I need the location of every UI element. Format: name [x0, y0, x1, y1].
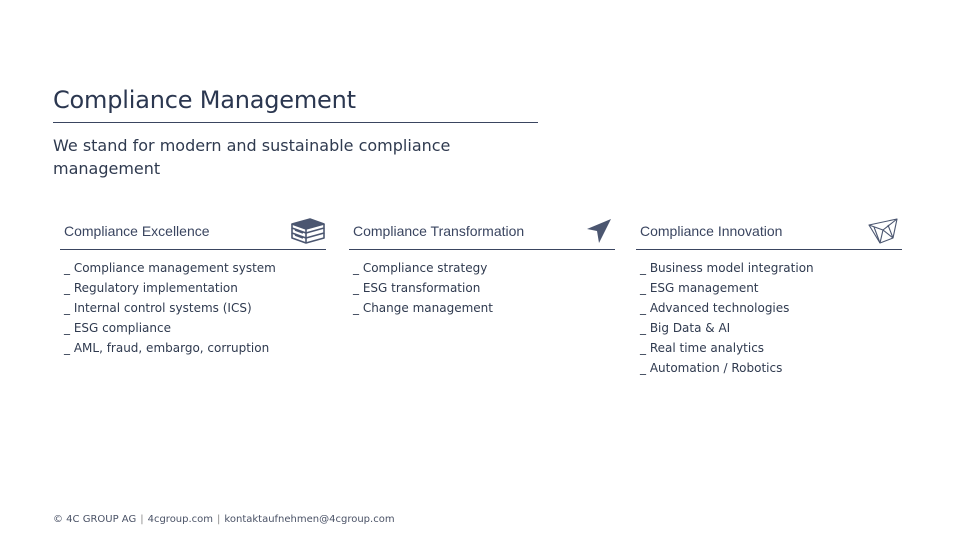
column-header: [636, 214, 902, 249]
column-list: [349, 258, 615, 318]
footer-copyright: © 4C GROUP AG: [53, 514, 137, 525]
column-divider: [60, 249, 326, 250]
column-list: [60, 258, 326, 358]
column-divider: [349, 249, 615, 250]
list-item: _ Advanced technologies: [640, 301, 790, 315]
column-title: Compliance Innovation: [640, 223, 783, 239]
column-header: [60, 214, 326, 249]
list-item: _ Business model integration: [640, 261, 814, 275]
list-item: _ ESG management: [640, 281, 759, 295]
list-item: _ Automation / Robotics: [640, 361, 783, 375]
footer-website-link[interactable]: 4cgroup.com: [147, 514, 214, 525]
title-divider: [53, 122, 538, 123]
column-title: Compliance Transformation: [353, 223, 525, 239]
list-item: _ Compliance management system: [64, 261, 276, 275]
list-item: _ Real time analytics: [640, 341, 765, 355]
footer-separator: |: [217, 514, 221, 525]
list-item: _ ESG compliance: [64, 321, 171, 335]
slide-title: Compliance Management: [53, 86, 356, 114]
stack-of-books-icon: [290, 216, 326, 246]
navigation-arrow-icon: [579, 216, 615, 246]
column-header: [349, 214, 615, 249]
list-item: _ Change management: [353, 301, 493, 315]
geometric-polygon-icon: [866, 216, 902, 246]
list-item: _ Regulatory implementation: [64, 281, 238, 295]
column-divider: [636, 249, 902, 250]
column-compliance-transformation: [349, 214, 615, 318]
footer: [53, 514, 395, 525]
list-item: _ Internal control systems (ICS): [64, 301, 252, 315]
list-item: _ AML, fraud, embargo, corruption: [64, 341, 270, 355]
column-compliance-innovation: [636, 214, 902, 378]
list-item: _ ESG transformation: [353, 281, 481, 295]
column-title: Compliance Excellence: [64, 223, 210, 239]
footer-separator: |: [140, 514, 144, 525]
list-item: _ Big Data & AI: [640, 321, 731, 335]
column-list: [636, 258, 902, 378]
footer-email-link[interactable]: kontaktaufnehmen@4cgroup.com: [224, 514, 395, 525]
slide-subtitle: We stand for modern and sustainable compliance management: [53, 136, 451, 178]
column-compliance-excellence: [60, 214, 326, 358]
list-item: _ Compliance strategy: [353, 261, 488, 275]
